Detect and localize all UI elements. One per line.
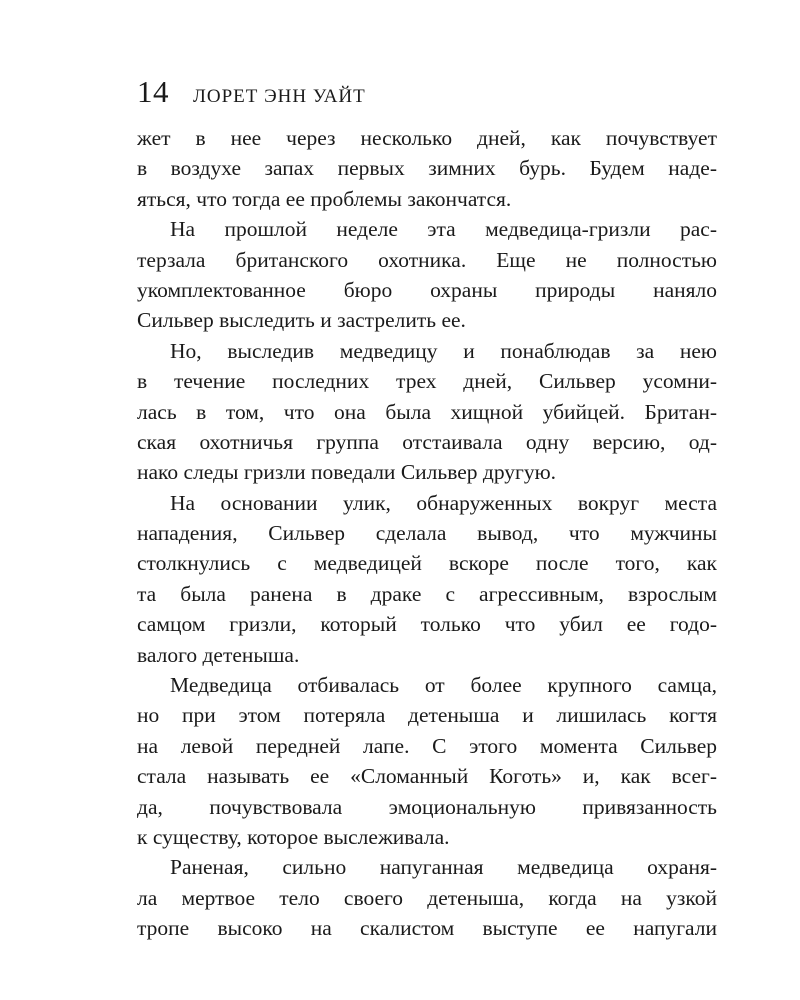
text-line: лась в том, что она была хищной убийцей. Британ- (137, 399, 717, 424)
text-line: столкнулись с медведицей вскоре после того, как (137, 551, 717, 576)
text-line: к существу, которое выслеживала. (137, 824, 450, 849)
text-line: на левой передней лапе. С этого момента Сильвер (137, 733, 717, 758)
running-title: ЛОРЕТ ЭНН УАЙТ (193, 86, 366, 107)
text-line: валого детеныша. (137, 642, 300, 667)
text-line: в воздухе запах первых зимних бурь. Будем наде- (137, 156, 717, 181)
text-line: тропе высоко на скалистом выступе ее напугали (137, 916, 717, 941)
text-line: та была ранена в драке с агрессивным, взрослым (137, 581, 717, 606)
text-line: стала называть ее «Сломанный Коготь» и, как всег- (137, 764, 717, 789)
page-header (137, 74, 366, 110)
text-line: нападения, Сильвер сделала вывод, что мужчины (137, 521, 717, 546)
body-text (137, 123, 717, 944)
text-line: ла мертвое тело своего детеныша, когда на узкой (137, 885, 717, 910)
text-line: Медведица отбивалась от более крупного самца, (170, 673, 717, 698)
text-line: На основании улик, обнаруженных вокруг места (170, 490, 717, 515)
text-line: Раненая, сильно напуганная медведица охраня- (170, 855, 717, 880)
text-line: но при этом потеряла детеныша и лишилась когтя (137, 703, 717, 728)
text-line: самцом гризли, который только что убил ее годо- (137, 612, 717, 637)
text-line: На прошлой неделе эта медведица-гризли рас- (170, 217, 717, 242)
text-line: Сильвер выследить и застрелить ее. (137, 308, 466, 333)
text-line: ская охотничья группа отстаивала одну версию, од- (137, 429, 717, 454)
text-line: яться, что тогда ее проблемы закончатся. (137, 186, 512, 211)
text-line: жет в нее через несколько дней, как почувствует (137, 126, 717, 150)
text-line: Но, выследив медведицу и понаблюдав за нею (170, 338, 717, 363)
text-line: да, почувствовала эмоциональную привязанность (137, 794, 717, 819)
text-line: в течение последних трех дней, Сильвер усомни- (137, 369, 717, 394)
text-line: нако следы гризли поведали Сильвер другую. (137, 460, 557, 485)
text-line: терзала британского охотника. Еще не полностью (137, 247, 717, 272)
text-line: укомплектованное бюро охраны природы наняло (137, 277, 717, 302)
page-number: 14 (137, 74, 169, 109)
